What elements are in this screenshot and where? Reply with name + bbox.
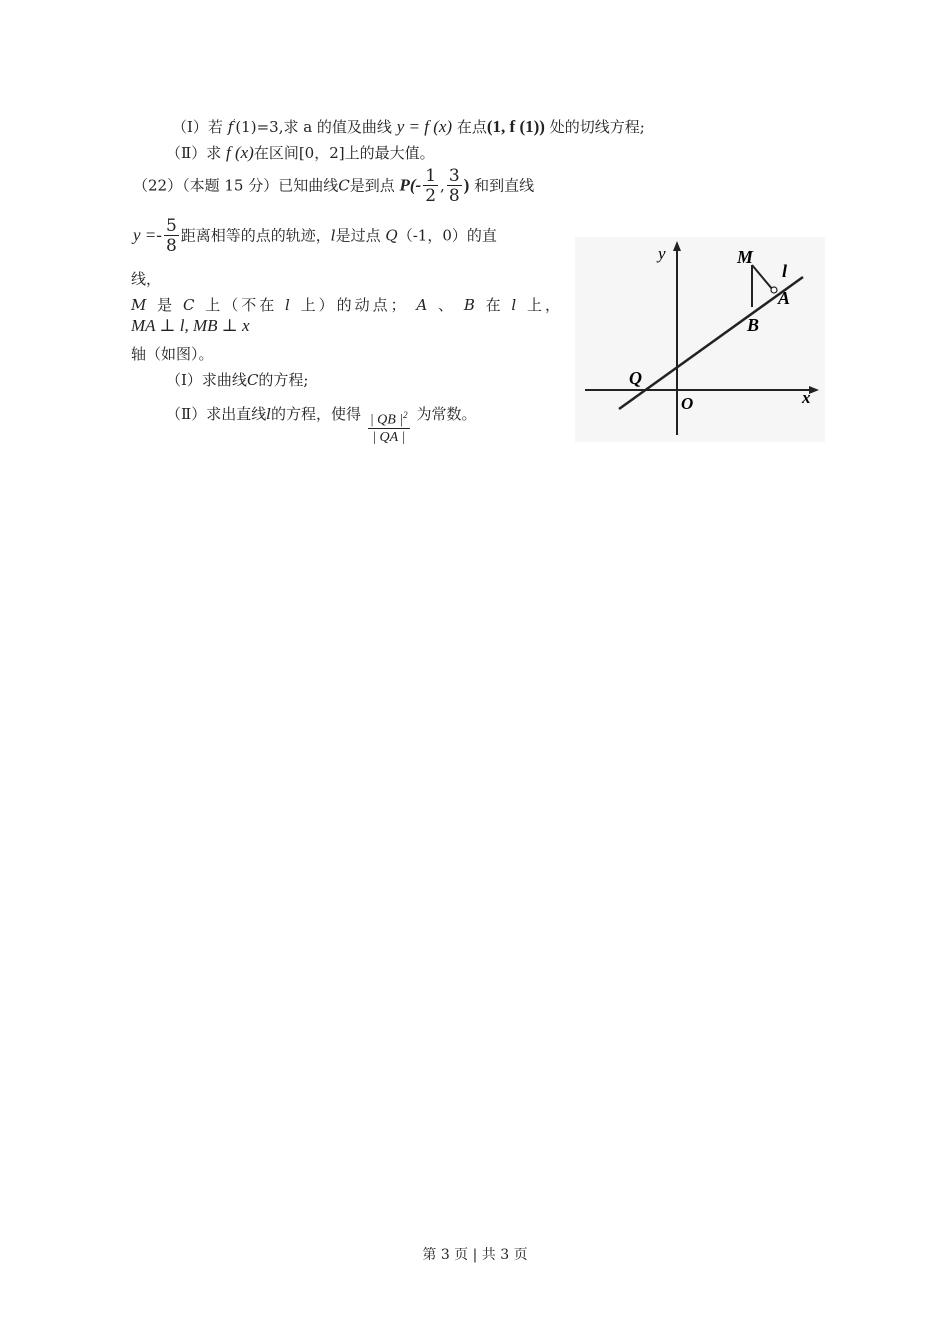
- q21-part2: [166, 142, 435, 163]
- q22-number: （22）（本题 15 分）已知曲线: [133, 176, 339, 195]
- q22-line2: [133, 218, 497, 255]
- curve-C: C: [338, 176, 350, 195]
- curve-equation: y = f (x): [396, 117, 453, 136]
- perp-conditions: MA ⊥ l, MB ⊥ x: [131, 316, 250, 335]
- y-num: 5: [165, 216, 177, 236]
- Q-label: Q: [629, 368, 642, 388]
- curve-C-3: C: [246, 371, 259, 389]
- q22-line2-text: 距离相等的点的轨迹，: [180, 226, 331, 245]
- curve-C-2: C: [182, 296, 198, 314]
- q22-part1b: 的方程;: [258, 371, 309, 389]
- q22-line4e: 上，: [527, 296, 564, 314]
- q21-part1-end: 处的切线方程;: [549, 118, 645, 136]
- line-l-3: l: [511, 296, 520, 314]
- q21-part1-mid: 在点: [456, 118, 487, 136]
- point-A: A: [416, 296, 431, 314]
- ratio-num-wrap: [368, 411, 410, 428]
- sep: 、: [438, 296, 457, 314]
- fprime: f: [227, 118, 234, 136]
- q22-line6-text: 轴（如图）。: [131, 345, 214, 363]
- py-num: 3: [448, 166, 460, 186]
- line-l-2: l: [285, 296, 293, 314]
- ratio-den: | QA |: [368, 428, 410, 445]
- prime-mark: ′: [233, 119, 236, 129]
- q22-part2: [166, 403, 476, 445]
- A-label: A: [778, 288, 791, 308]
- py-den: 8: [448, 186, 460, 206]
- ratio-fraction: [368, 411, 410, 445]
- right-angle-mark: [771, 287, 777, 293]
- q21-part2-label: （Ⅱ）求: [166, 144, 222, 162]
- q21-part1-label: （Ⅰ）若: [172, 118, 223, 136]
- origin-label: O: [681, 394, 694, 413]
- line-y-eq: y =-: [133, 225, 162, 245]
- q22-part1-label: （Ⅰ）求曲线: [166, 371, 247, 389]
- line-l-4: l: [266, 405, 272, 423]
- q21-part2-text: 在区间[0，2]上的最大值。: [253, 144, 435, 162]
- q22-head3: 和到直线: [474, 176, 535, 195]
- B-label: B: [747, 315, 760, 335]
- q22-line4c: 上）的动点；: [300, 296, 409, 314]
- y-axis-label: y: [658, 244, 666, 263]
- pclose: ): [463, 175, 470, 195]
- x-axis-label: x: [802, 388, 811, 407]
- q22-part1: [166, 369, 308, 390]
- q22-heading: [133, 168, 534, 205]
- q22-part2-label: （Ⅱ）求出直线: [166, 405, 267, 423]
- l-label: l: [782, 261, 788, 281]
- q22-head2: 是到点: [349, 176, 395, 195]
- q22-line2c: （-1，0）的直: [397, 226, 497, 245]
- q22-line2b: 是过点: [335, 226, 381, 245]
- ratio-sup: 2: [403, 410, 408, 421]
- q21-part1: [172, 116, 645, 137]
- px-den: 2: [425, 186, 437, 206]
- coordinate-figure: [575, 237, 825, 442]
- point-B: B: [463, 296, 478, 314]
- point-M: M: [131, 296, 150, 314]
- figure-background: [575, 237, 825, 442]
- ratio-num: | QB |: [369, 413, 404, 428]
- q22-part2c: 为常数。: [416, 405, 477, 423]
- line-l: l: [330, 226, 336, 245]
- q22-line4a: 是: [157, 296, 176, 314]
- py-fraction: [447, 168, 462, 205]
- M-label: M: [737, 247, 754, 267]
- comma: ,: [440, 176, 445, 195]
- q22-line4d: 在: [485, 296, 504, 314]
- px-num: 1: [425, 166, 437, 186]
- q22-line6: [131, 343, 214, 364]
- q21-part1-cond: (1)=3,求 a 的值及曲线: [235, 118, 392, 136]
- q22-part2b: 的方程，使得: [271, 405, 362, 423]
- y-fraction: [164, 218, 179, 255]
- y-den: 8: [165, 236, 177, 256]
- q22-line3-text: 线，: [131, 270, 162, 288]
- q22-line3: [131, 268, 161, 289]
- page-footer: 第 3 页 | 共 3 页: [422, 1247, 528, 1263]
- fx: f (x): [225, 143, 254, 162]
- point-P: P(-: [399, 175, 422, 195]
- px-fraction: [423, 168, 438, 205]
- point-Q: Q: [385, 226, 398, 245]
- tangent-point: (1, f (1)): [486, 117, 545, 136]
- q22-line5: [131, 316, 250, 336]
- q22-line4: [131, 294, 563, 315]
- q22-line4b: 上（不在: [205, 296, 278, 314]
